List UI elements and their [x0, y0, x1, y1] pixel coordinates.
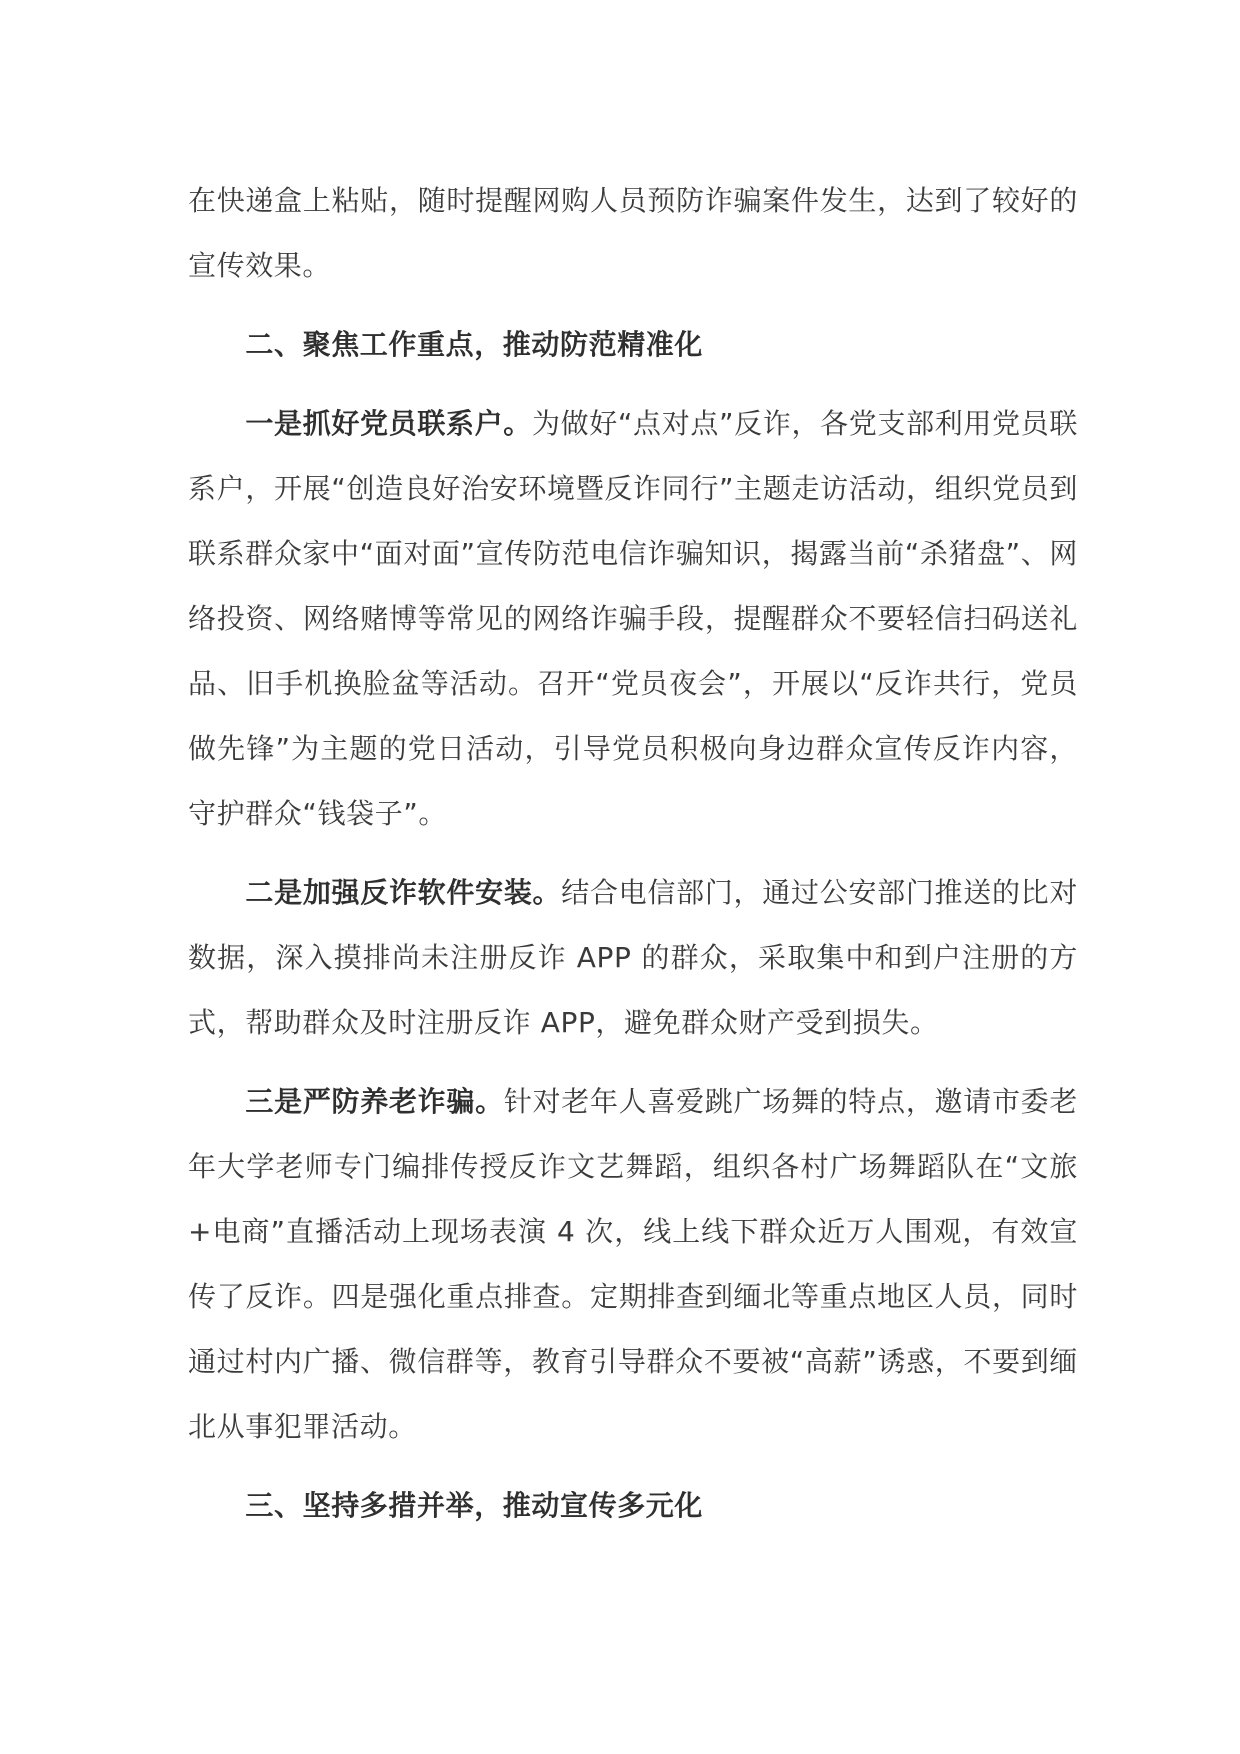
paragraph-party-member-contact: [188, 391, 1078, 846]
section-heading-2: 二、聚焦工作重点，推动防范精准化: [245, 328, 703, 361]
paragraph-body: 结合电信部门，通过公安部门推送的比对数据，深入摸排尚未注册反诈 APP 的群众，采取集中和到户注册的方式，帮助群众及时注册反诈 APP，避免群众财产受到损失。: [188, 876, 1078, 1039]
paragraph-body: 针对老年人喜爱跳广场舞的特点，邀请市委老年大学老师专门编排传授反诈文艺舞蹈，组织各村广场舞蹈队在“文旅+电商”直播活动上现场表演 4 次，线上线下群众近万人围观，有效宣传了反诈。四是强化重点排查。定期排查到缅北等重点地区人员，同时通过村内广播、微信群等，教育引导群众不要被“高薪”诱惑，不要到缅北从事犯罪活动。: [188, 1085, 1078, 1443]
section-heading-3: 三、坚持多措并举，推动宣传多元化: [245, 1489, 703, 1522]
paragraph-lead: 三是严防养老诈骗。: [245, 1085, 504, 1118]
paragraph-lead: 二是加强反诈软件安装。: [245, 876, 562, 909]
paragraph-lead: 一是抓好党员联系户。: [245, 407, 532, 440]
paragraph-anti-fraud-app: [188, 860, 1078, 1055]
paragraph-elderly-fraud: [188, 1069, 1078, 1459]
paragraph-continued: 在快递盒上粘贴，随时提醒网购人员预防诈骗案件发生，达到了较好的宣传效果。: [188, 184, 1078, 282]
document-page: [188, 168, 1078, 1552]
paragraph-body: 为做好“点对点”反诈，各党支部利用党员联系户，开展“创造良好治安环境暨反诈同行”主题走访活动，组织党员到联系群众家中“面对面”宣传防范电信诈骗知识，揭露当前“杀猪盘”、网络投资、网络赌博等常见的网络诈骗手段，提醒群众不要轻信扫码送礼品、旧手机换脸盆等活动。召开“党员夜会”，开展以“反诈共行，党员做先锋”为主题的党日活动，引导党员积极向身边群众宣传反诈内容，守护群众“钱袋子”。: [188, 407, 1078, 830]
